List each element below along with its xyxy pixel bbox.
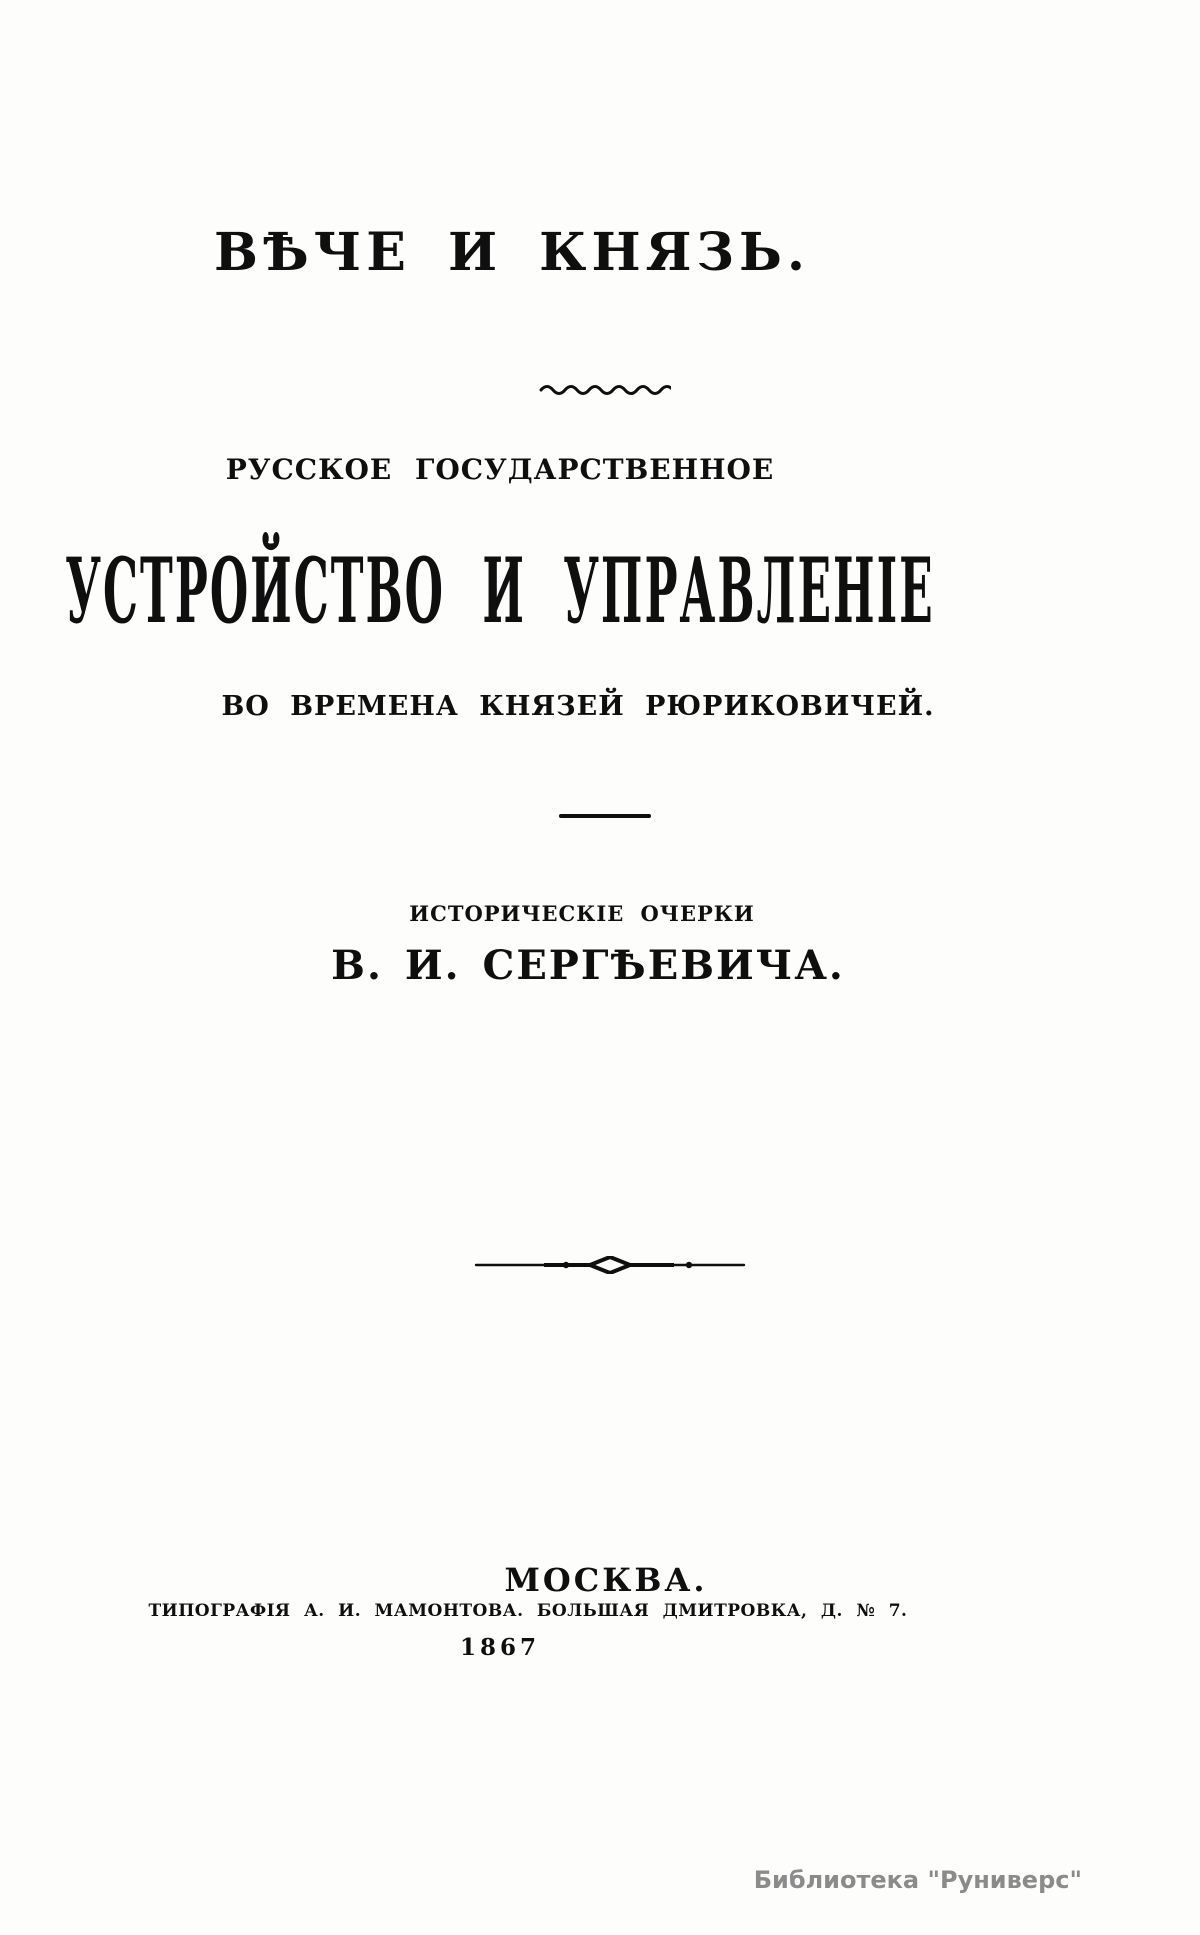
series-title: РУССКОЕ ГОСУДАРСТВЕННОЕ	[225, 453, 775, 486]
library-watermark: Библиотека "Руниверс"	[753, 1866, 1082, 1894]
imprint-city: МОСКВА.	[504, 1561, 708, 1599]
diamond-rule-ornament	[10, 1256, 1200, 1275]
diamond-rule-icon	[474, 1256, 746, 1274]
subject-title	[0, 540, 1100, 645]
imprint-year: 1867	[459, 1634, 540, 1661]
subject-title-text: УСТРОЙСТВО И УПРАВЛЕНІЕ	[65, 540, 935, 645]
author-name: В. И. СЕРГѢЕВИЧА.	[331, 942, 845, 989]
genre-line: ИСТОРИЧЕСКІЕ ОЧЕРКИ	[409, 901, 755, 926]
subject-subtitle: ВО ВРЕМЕНА КНЯЗЕЙ РЮРИКОВИЧЕЙ.	[221, 691, 935, 722]
short-rule-ornament	[559, 814, 651, 818]
imprint-publisher: ТИПОГРАФІЯ А. И. МАМОНТОВА. БОЛЬШАЯ ДМИТРОВКА, Д. № 7.	[148, 1601, 908, 1621]
book-title: ВѢЧЕ И КНЯЗЬ.	[214, 222, 810, 283]
wavy-rule-ornament	[5, 381, 1200, 400]
wavy-rule-icon	[539, 381, 671, 395]
